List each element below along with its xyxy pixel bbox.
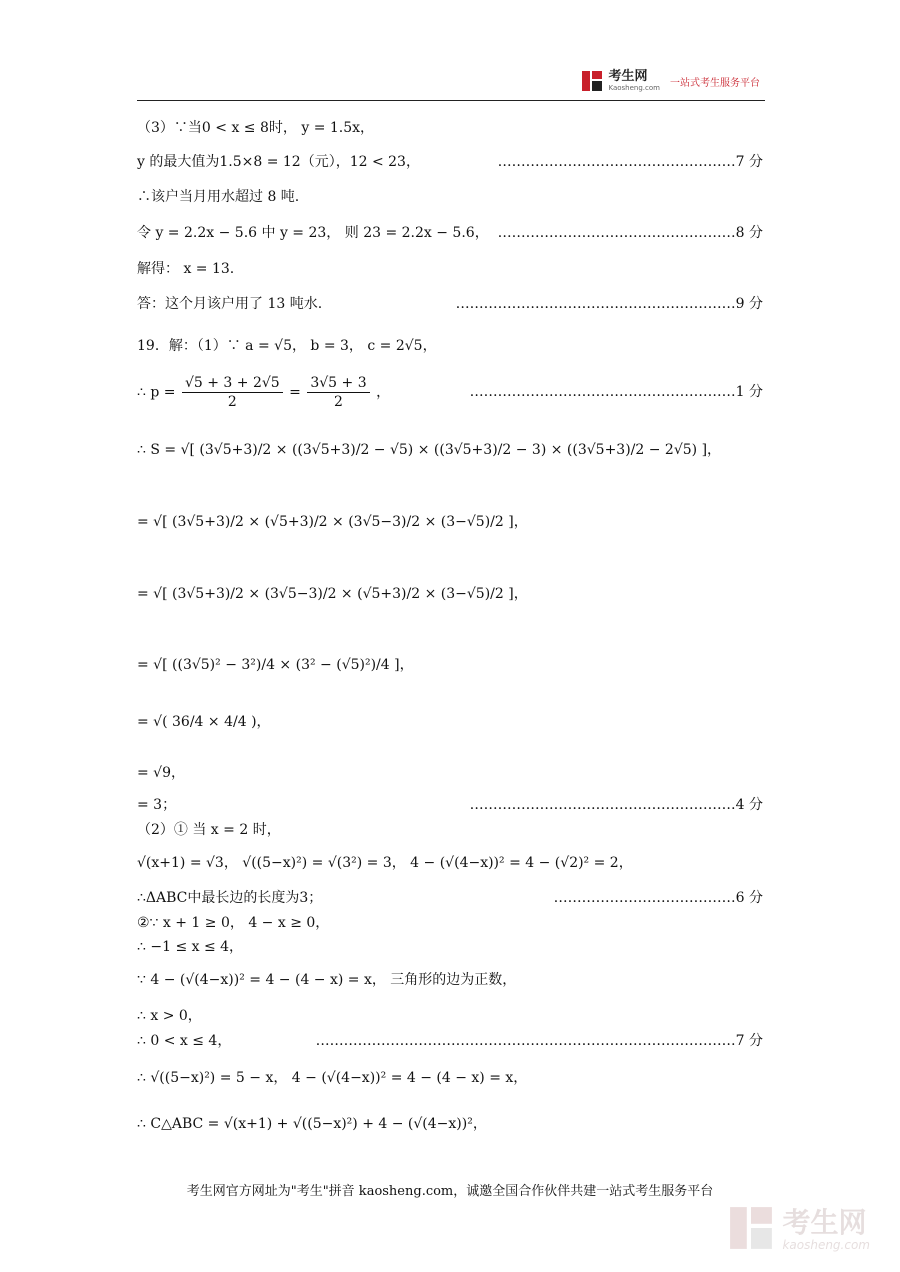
fraction-numerator: √5 + 3 + 2√5 bbox=[182, 374, 283, 393]
formula-line: = √9， bbox=[137, 765, 186, 781]
solution-line: ∴ x > 0， bbox=[137, 1008, 202, 1024]
header-divider bbox=[137, 100, 765, 101]
score-marker: ……………………………………………………9 分 bbox=[455, 296, 763, 312]
solution-line: （3）∵当0 < x ≤ 8时， y = 1.5x， bbox=[137, 120, 375, 136]
equals-sign: = bbox=[289, 384, 301, 401]
formula-line: = √( 36/4 × 4/4 )， bbox=[137, 714, 271, 730]
score-marker: ………………………………………………………………………………7 分 bbox=[315, 1033, 763, 1049]
logo-name: 考生网 bbox=[608, 69, 648, 84]
solution-line: ②∵ x + 1 ≥ 0， 4 − x ≥ 0， bbox=[137, 915, 330, 931]
solution-line: ∴ −1 ≤ x ≤ 4， bbox=[137, 939, 244, 955]
fraction bbox=[307, 374, 369, 411]
formula-line: ∴ √((5−x)²) = 5 − x， 4 − (√(4−x))² = 4 − (4 − x) = x， bbox=[137, 1070, 528, 1086]
formula-line: √(x+1) = √3， √((5−x)²) = √(3²) = 3， 4 − (√(4−x))² = 4 − (√2)² = 2， bbox=[137, 855, 633, 871]
header-slogan: 一站式考生服务平台 bbox=[670, 77, 760, 89]
logo-text-block bbox=[609, 70, 661, 92]
formula-p-lhs: ∴ p = bbox=[137, 384, 176, 401]
formula-line: ∴ C△ABC = √(x+1) + √((5−x)²) + 4 − (√(4−x))²， bbox=[137, 1116, 487, 1132]
solution-line: （2）① 当 x = 2 时， bbox=[137, 822, 281, 838]
fraction-denominator: 2 bbox=[227, 394, 237, 410]
logo-domain: Kaosheng.com bbox=[608, 84, 660, 92]
formula-line: = √[ ((3√5)² − 3²)/4 × (3² − (√5)²)/4 ]， bbox=[137, 657, 414, 673]
kaosheng-logo-icon bbox=[581, 70, 603, 92]
score-marker: ……………………………………………7 分 bbox=[497, 154, 763, 170]
fraction-numerator: 3√5 + 3 bbox=[307, 374, 369, 393]
solution-line: ∵ 4 − (√(4−x))² = 4 − (4 − x) = x， 三角形的边为正数， bbox=[137, 972, 517, 988]
solution-line: 解得： x = 13. bbox=[137, 261, 235, 277]
watermark-logo-icon bbox=[728, 1205, 774, 1255]
problem-header: 19．解：（1）∵ a = √5， b = 3， c = 2√5， bbox=[137, 338, 437, 354]
header-brand bbox=[581, 70, 761, 92]
score-marker: ……………………………………………8 分 bbox=[497, 225, 763, 241]
fraction-denominator: 2 bbox=[334, 394, 343, 410]
solution-line: ∴ 0 < x ≤ 4， bbox=[137, 1033, 232, 1049]
solution-line: 令 y = 2.2x − 5.6 中 y = 23， 则 23 = 2.2x − 5.6， bbox=[137, 225, 489, 241]
punctuation: ， bbox=[376, 384, 391, 401]
watermark-domain: kaosheng.com bbox=[782, 1238, 870, 1252]
watermark-text-block bbox=[782, 1208, 870, 1252]
solution-line: 答：这个月该户用了 13 吨水. bbox=[137, 296, 323, 312]
formula-line: ∴ S = √[ (3√5+3)/2 × ((3√5+3)/2 − √5) × ((3√5+3)/2 − 3) × ((3√5+3)/2 − 2√5) ]， bbox=[137, 442, 722, 458]
watermark-name: 考生网 bbox=[782, 1206, 867, 1239]
fraction bbox=[182, 374, 283, 411]
score-marker: …………………………………6 分 bbox=[553, 890, 763, 906]
formula-p bbox=[137, 374, 390, 411]
solution-line: y 的最大值为1.5×8 = 12（元），12 < 23， bbox=[137, 154, 420, 170]
score-marker: …………………………………………………4 分 bbox=[469, 797, 763, 813]
score-marker: …………………………………………………1 分 bbox=[469, 384, 763, 400]
formula-line: = 3； bbox=[137, 797, 177, 813]
solution-line: ∴该户当月用水超过 8 吨. bbox=[137, 189, 300, 205]
formula-line: = √[ (3√5+3)/2 × (√5+3)/2 × (3√5−3)/2 × (3−√5)/2 ]， bbox=[137, 514, 528, 530]
solution-line: ∴ΔABC中最长边的长度为3； bbox=[137, 890, 323, 906]
formula-line: = √[ (3√5+3)/2 × (3√5−3)/2 × (√5+3)/2 × (3−√5)/2 ]， bbox=[137, 586, 528, 602]
watermark bbox=[728, 1205, 870, 1255]
page-footer: 考生网官方网址为"考生"拼音 kaosheng.com，诚邀全国合作伙伴共建一站式考生服务平台 bbox=[186, 1184, 714, 1199]
